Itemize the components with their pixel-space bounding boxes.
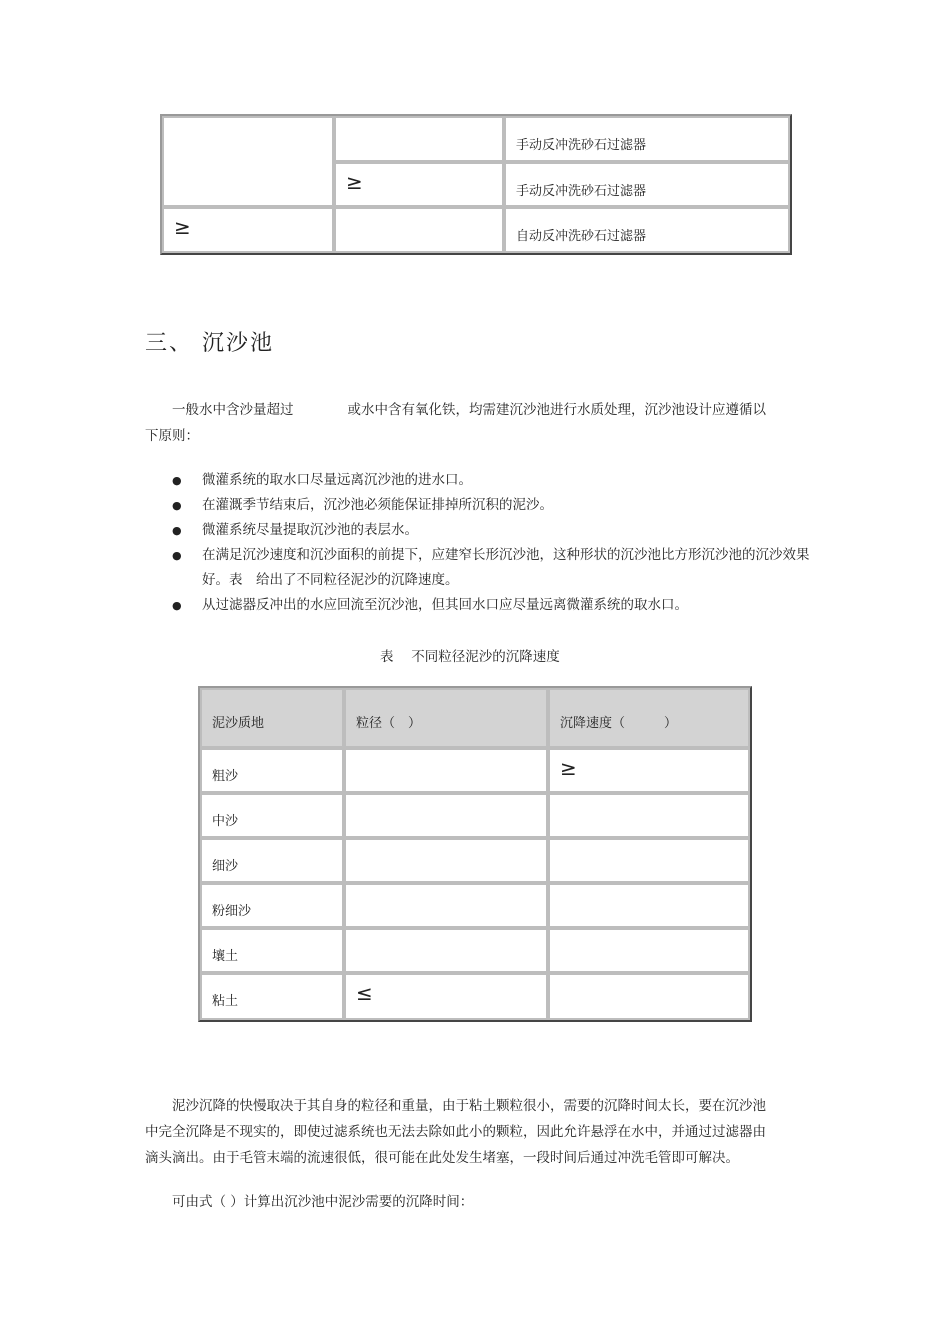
table-cell — [334, 207, 504, 253]
formula-intro: 可由式（ ）计算出沉沙池中泥沙需要的沉降时间： — [172, 1194, 474, 1210]
intro-paragraph-line1: 一般水中含沙量超过 或水中含有氧化铁，均需建沉沙池进行水质处理，沉沙池设计应遵循以 — [172, 402, 766, 418]
table-cell: ≥ — [162, 207, 334, 253]
table-cell: 中沙 — [200, 793, 344, 838]
table-cell — [548, 793, 750, 838]
table-cell: ≥ — [334, 162, 504, 207]
table-cell: 粘土 — [200, 973, 344, 1020]
list-item: ● 微灌系统的取水口尽量远离沉沙池的进水口。 — [172, 468, 812, 493]
table-cell: ≤ — [344, 973, 548, 1020]
list-item: ● 在满足沉沙速度和沉沙面积的前提下，应建窄长形沉沙池，这种形状的沉沙池比方形沉沙池的沉沙效果好。表 给出了不同粒径泥沙的沉降速度。 — [172, 543, 812, 593]
table-cell — [548, 838, 750, 883]
table-cell — [548, 973, 750, 1020]
table-cell: ≥ — [548, 748, 750, 793]
table-cell — [344, 793, 548, 838]
table-header-cell: 泥沙质地 — [200, 688, 344, 748]
table-cell — [548, 928, 750, 973]
section-heading: 三、 沉沙池 — [145, 331, 274, 356]
table-caption: 表 不同粒径泥沙的沉降速度 — [380, 649, 560, 665]
table-cell: 手动反冲洗砂石过滤器 — [504, 162, 790, 207]
table-cell — [548, 883, 750, 928]
table-cell: 自动反冲洗砂石过滤器 — [504, 207, 790, 253]
table-cell — [344, 748, 548, 793]
table-cell: 粗沙 — [200, 748, 344, 793]
table-cell — [334, 116, 504, 162]
table-cell: 壤土 — [200, 928, 344, 973]
table-header-cell: 沉降速度（ ） — [548, 688, 750, 748]
list-item: ● 从过滤器反冲出的水应回流至沉沙池，但其回水口应尽量远离微灌系统的取水口。 — [172, 593, 812, 618]
table-cell — [344, 838, 548, 883]
principles-list — [172, 468, 812, 618]
body-paragraph-line1: 泥沙沉降的快慢取决于其自身的粒径和重量，由于粘土颗粒很小，需要的沉降时间太长，要在沉沙池 — [172, 1098, 766, 1114]
table-cell — [344, 928, 548, 973]
body-paragraph-line2: 中完全沉降是不现实的，即使过滤系统也无法去除如此小的颗粒，因此允许悬浮在水中，并通过过滤器由 — [145, 1124, 766, 1140]
table-header-cell: 粒径（ ） — [344, 688, 548, 748]
list-item: ● 微灌系统尽量提取沉沙池的表层水。 — [172, 518, 812, 543]
table-cell — [344, 883, 548, 928]
sediment-settling-table — [198, 686, 752, 1022]
table-cell: 细沙 — [200, 838, 344, 883]
table-cell: 手动反冲洗砂石过滤器 — [504, 116, 790, 162]
body-paragraph-line3: 滴头滴出。由于毛管末端的流速很低，很可能在此处发生堵塞，一段时间后通过冲洗毛管即可解决。 — [145, 1150, 739, 1166]
table-cell — [162, 116, 334, 207]
list-item: ● 在灌溉季节结束后，沉沙池必须能保证排掉所沉积的泥沙。 — [172, 493, 812, 518]
intro-paragraph-line2: 下原则： — [145, 428, 199, 444]
filter-table — [160, 114, 792, 255]
table-cell: 粉细沙 — [200, 883, 344, 928]
